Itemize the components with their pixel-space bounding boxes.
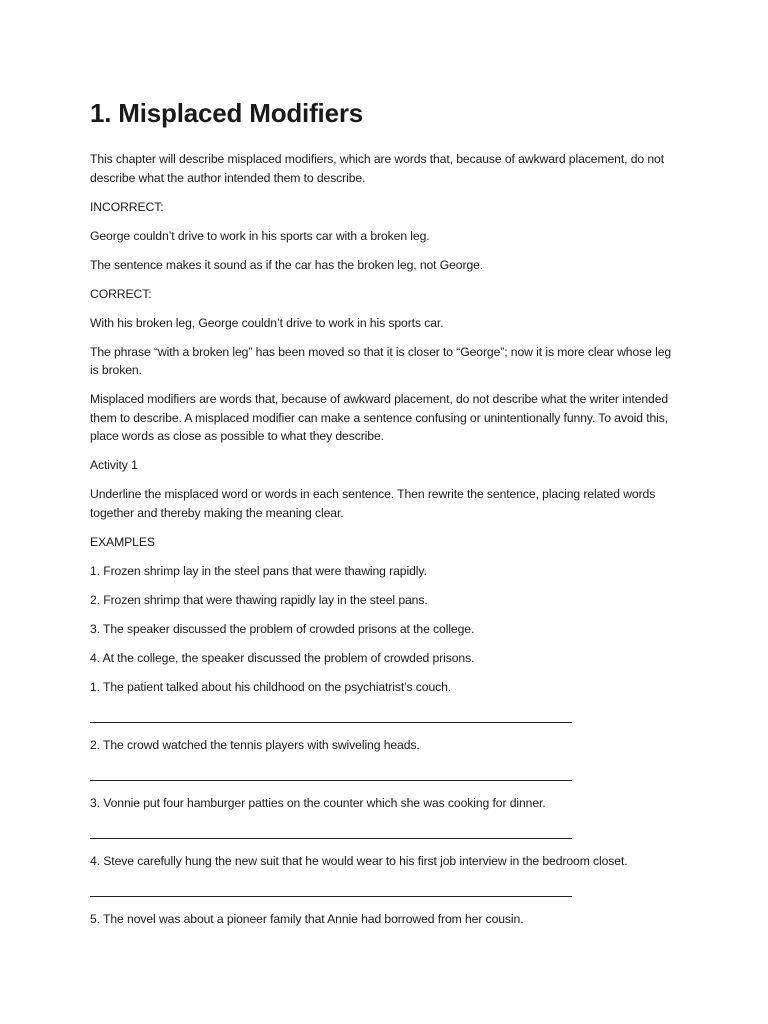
answer-rule	[90, 838, 572, 839]
answer-rule	[90, 780, 572, 781]
answer-line[interactable]	[90, 823, 572, 842]
answer-line[interactable]	[90, 707, 572, 726]
exercise-item: 3. Vonnie put four hamburger patties on the counter which she was cooking for dinner.	[90, 795, 546, 810]
page-title: 1. Misplaced Modifiers	[90, 98, 364, 128]
exercise-item: 2. The crowd watched the tennis players with swiveling heads.	[90, 737, 420, 752]
example-item: 3. The speaker discussed the problem of crowded prisons at the college.	[90, 621, 475, 636]
correct-explanation: The phrase “with a broken leg” has been moved so that it is closer to “George”; now it is more clear whose leg is broken.	[90, 344, 672, 377]
exercise-item: 5. The novel was about a pioneer family that Annie had borrowed from her cousin.	[90, 911, 524, 926]
answer-rule	[90, 722, 572, 723]
example-item: 1. Frozen shrimp lay in the steel pans that were thawing rapidly.	[90, 563, 427, 578]
exercise-item: 1. The patient talked about his childhood on the psychiatrist’s couch.	[90, 679, 452, 694]
document-page	[90, 96, 680, 939]
answer-line[interactable]	[90, 765, 572, 784]
activity-instructions: Underline the misplaced word or words in each sentence. Then rewrite the sentence, placing related words together and thereby making the meaning clear.	[90, 487, 656, 520]
example-item: 2. Frozen shrimp that were thawing rapidly lay in the steel pans.	[90, 592, 428, 607]
correct-sentence: With his broken leg, George couldn’t drive to work in his sports car.	[90, 315, 444, 330]
incorrect-sentence: George couldn’t drive to work in his sports car with a broken leg.	[90, 228, 430, 243]
answer-line[interactable]	[90, 881, 572, 900]
exercise-item: 4. Steve carefully hung the new suit that he would wear to his first job interview in the bedroom closet.	[90, 853, 628, 868]
activity-label: Activity 1	[90, 458, 138, 472]
incorrect-explanation: The sentence makes it sound as if the car has the broken leg, not George.	[90, 257, 484, 272]
example-item: 4. At the college, the speaker discussed the problem of crowded prisons.	[90, 650, 475, 665]
examples-label: EXAMPLES	[90, 534, 155, 549]
correct-label: CORRECT:	[90, 286, 152, 301]
answer-rule	[90, 896, 572, 897]
incorrect-label: INCORRECT:	[90, 199, 164, 214]
intro-paragraph: This chapter will describe misplaced modifiers, which are words that, because of awkward placement, do not describe what the author intended them to describe.	[90, 152, 664, 185]
definition-paragraph: Misplaced modifiers are words that, because of awkward placement, do not describe what the writer intended them to describe. A misplaced modifier can make a sentence confusing or unintentionally funny. To avoid this, place words as close as possible to what they describe.	[90, 392, 669, 443]
